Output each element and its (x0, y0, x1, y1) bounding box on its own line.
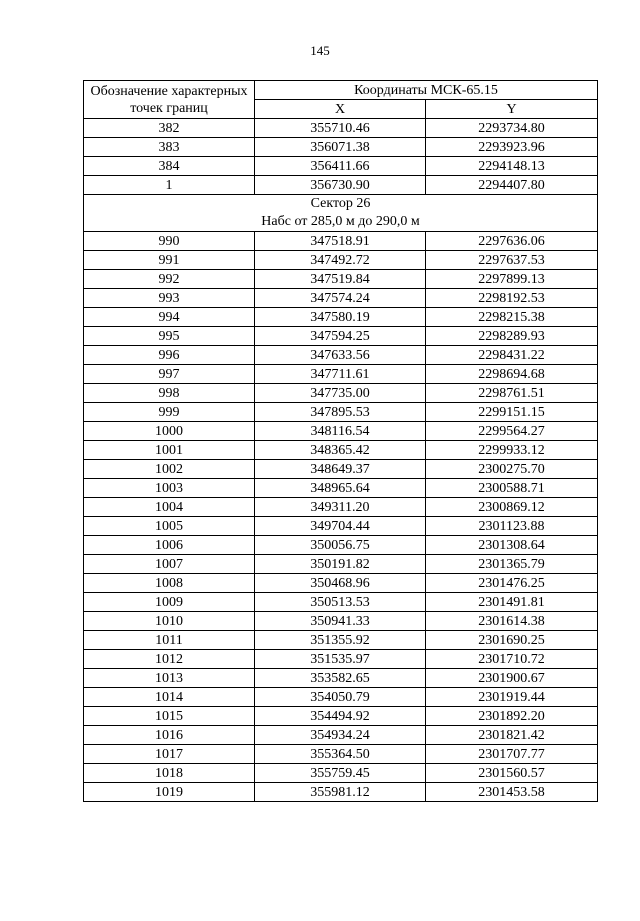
point-cell: 1005 (84, 517, 255, 536)
x-coordinate-cell: 350941.33 (255, 612, 426, 631)
table-row (84, 270, 598, 289)
sector-block (84, 195, 598, 232)
y-coordinate-cell: 2298215.38 (426, 308, 598, 327)
point-cell: 998 (84, 384, 255, 403)
y-coordinate-cell: 2294407.80 (426, 176, 598, 195)
x-coordinate-cell: 355981.12 (255, 783, 426, 802)
point-cell: 1010 (84, 612, 255, 631)
y-coordinate-cell: 2301690.25 (426, 631, 598, 650)
y-coordinate-cell: 2299564.27 (426, 422, 598, 441)
point-cell: 383 (84, 138, 255, 157)
y-coordinate-cell: 2301491.81 (426, 593, 598, 612)
point-cell: 1002 (84, 460, 255, 479)
x-coordinate-cell: 356730.90 (255, 176, 426, 195)
table-row (84, 726, 598, 745)
y-coordinate-cell: 2301900.67 (426, 669, 598, 688)
y-coordinate-cell: 2297899.13 (426, 270, 598, 289)
point-cell: 993 (84, 289, 255, 308)
point-cell: 1012 (84, 650, 255, 669)
x-coordinate-cell: 347633.56 (255, 346, 426, 365)
x-coordinate-cell: 355710.46 (255, 119, 426, 138)
y-coordinate-cell: 2298431.22 (426, 346, 598, 365)
page-number: 145 (310, 43, 330, 58)
table-row (84, 745, 598, 764)
y-coordinate-cell: 2293923.96 (426, 138, 598, 157)
y-coordinate-cell: 2294148.13 (426, 157, 598, 176)
x-coordinate-cell: 353582.65 (255, 669, 426, 688)
point-cell: 1014 (84, 688, 255, 707)
table-row (84, 498, 598, 517)
rows-sector (84, 232, 598, 802)
point-cell: 991 (84, 251, 255, 270)
y-coordinate-cell: 2301476.25 (426, 574, 598, 593)
x-coordinate-cell: 351355.92 (255, 631, 426, 650)
rows-top (84, 119, 598, 195)
table-row (84, 403, 598, 422)
y-coordinate-cell: 2293734.80 (426, 119, 598, 138)
y-coordinate-cell: 2301707.77 (426, 745, 598, 764)
point-cell: 999 (84, 403, 255, 422)
x-coordinate-cell: 350513.53 (255, 593, 426, 612)
x-coordinate-cell: 356071.38 (255, 138, 426, 157)
table-row (84, 536, 598, 555)
y-coordinate-cell: 2301919.44 (426, 688, 598, 707)
y-column-header: Y (426, 100, 598, 119)
x-coordinate-cell: 347518.91 (255, 232, 426, 251)
point-cell: 1000 (84, 422, 255, 441)
table-row (84, 669, 598, 688)
table-row (84, 327, 598, 346)
coordinates-header: Координаты МСК-65.15 (255, 81, 598, 100)
x-coordinate-cell: 350468.96 (255, 574, 426, 593)
x-coordinate-cell: 347519.84 (255, 270, 426, 289)
point-cell: 384 (84, 157, 255, 176)
table-row (84, 555, 598, 574)
x-coordinate-cell: 355364.50 (255, 745, 426, 764)
point-cell: 1 (84, 176, 255, 195)
point-cell: 382 (84, 119, 255, 138)
y-coordinate-cell: 2301453.58 (426, 783, 598, 802)
point-cell: 1004 (84, 498, 255, 517)
point-cell: 1018 (84, 764, 255, 783)
x-coordinate-cell: 349311.20 (255, 498, 426, 517)
y-coordinate-cell: 2299933.12 (426, 441, 598, 460)
table-row (84, 783, 598, 802)
table-row (84, 574, 598, 593)
point-cell: 1019 (84, 783, 255, 802)
x-coordinate-cell: 356411.66 (255, 157, 426, 176)
table-row (84, 138, 598, 157)
x-coordinate-cell: 350056.75 (255, 536, 426, 555)
table-row (84, 251, 598, 270)
y-coordinate-cell: 2301710.72 (426, 650, 598, 669)
table-row (84, 764, 598, 783)
table-row (84, 593, 598, 612)
y-coordinate-cell: 2301892.20 (426, 707, 598, 726)
x-coordinate-cell: 348116.54 (255, 422, 426, 441)
table-row (84, 119, 598, 138)
point-cell: 995 (84, 327, 255, 346)
point-cell: 1006 (84, 536, 255, 555)
table-row (84, 384, 598, 403)
x-coordinate-cell: 348965.64 (255, 479, 426, 498)
sector-heading (84, 195, 598, 232)
y-coordinate-cell: 2301821.42 (426, 726, 598, 745)
table-row (84, 365, 598, 384)
y-coordinate-cell: 2301123.88 (426, 517, 598, 536)
x-coordinate-cell: 347574.24 (255, 289, 426, 308)
y-coordinate-cell: 2298761.51 (426, 384, 598, 403)
sector-title: Сектор 26 (310, 196, 371, 211)
point-cell: 1003 (84, 479, 255, 498)
point-cell: 1008 (84, 574, 255, 593)
x-coordinate-cell: 351535.97 (255, 650, 426, 669)
x-column-header: X (255, 100, 426, 119)
x-coordinate-cell: 347492.72 (255, 251, 426, 270)
y-coordinate-cell: 2298694.68 (426, 365, 598, 384)
y-coordinate-cell: 2298289.93 (426, 327, 598, 346)
table-row (84, 707, 598, 726)
y-coordinate-cell: 2297636.06 (426, 232, 598, 251)
table-header (84, 81, 598, 119)
y-coordinate-cell: 2301365.79 (426, 555, 598, 574)
x-coordinate-cell: 347895.53 (255, 403, 426, 422)
y-coordinate-cell: 2301560.57 (426, 764, 598, 783)
table-row (84, 517, 598, 536)
point-cell: 992 (84, 270, 255, 289)
x-coordinate-cell: 349704.44 (255, 517, 426, 536)
y-coordinate-cell: 2297637.53 (426, 251, 598, 270)
y-coordinate-cell: 2301308.64 (426, 536, 598, 555)
x-coordinate-cell: 350191.82 (255, 555, 426, 574)
y-coordinate-cell: 2300275.70 (426, 460, 598, 479)
point-cell: 1011 (84, 631, 255, 650)
x-coordinate-cell: 355759.45 (255, 764, 426, 783)
y-coordinate-cell: 2298192.53 (426, 289, 598, 308)
x-coordinate-cell: 348365.42 (255, 441, 426, 460)
point-cell: 997 (84, 365, 255, 384)
table-row (84, 422, 598, 441)
table-row (84, 460, 598, 479)
coordinates-table (83, 80, 598, 802)
table-row (84, 650, 598, 669)
table-row (84, 289, 598, 308)
table-row (84, 631, 598, 650)
x-coordinate-cell: 347735.00 (255, 384, 426, 403)
points-header-line2: точек границ (130, 100, 208, 116)
point-cell: 1017 (84, 745, 255, 764)
x-coordinate-cell: 347711.61 (255, 365, 426, 384)
table-row (84, 176, 598, 195)
sector-subtitle: Набс от 285,0 м до 290,0 м (261, 214, 420, 229)
x-coordinate-cell: 354494.92 (255, 707, 426, 726)
point-cell: 1001 (84, 441, 255, 460)
point-cell: 1007 (84, 555, 255, 574)
points-column-header (84, 81, 255, 119)
point-cell: 1009 (84, 593, 255, 612)
y-coordinate-cell: 2299151.15 (426, 403, 598, 422)
y-coordinate-cell: 2300869.12 (426, 498, 598, 517)
y-coordinate-cell: 2300588.71 (426, 479, 598, 498)
table-row (84, 612, 598, 631)
point-cell: 1015 (84, 707, 255, 726)
table-row (84, 157, 598, 176)
x-coordinate-cell: 354934.24 (255, 726, 426, 745)
point-cell: 996 (84, 346, 255, 365)
x-coordinate-cell: 347580.19 (255, 308, 426, 327)
x-coordinate-cell: 354050.79 (255, 688, 426, 707)
x-coordinate-cell: 347594.25 (255, 327, 426, 346)
table-row (84, 441, 598, 460)
x-coordinate-cell: 348649.37 (255, 460, 426, 479)
table-row (84, 479, 598, 498)
points-header-line1: Обозначение характерных (90, 83, 248, 99)
y-coordinate-cell: 2301614.38 (426, 612, 598, 631)
point-cell: 994 (84, 308, 255, 327)
table-row (84, 688, 598, 707)
table-row (84, 232, 598, 251)
table-row (84, 308, 598, 327)
point-cell: 1016 (84, 726, 255, 745)
point-cell: 990 (84, 232, 255, 251)
point-cell: 1013 (84, 669, 255, 688)
table-row (84, 346, 598, 365)
